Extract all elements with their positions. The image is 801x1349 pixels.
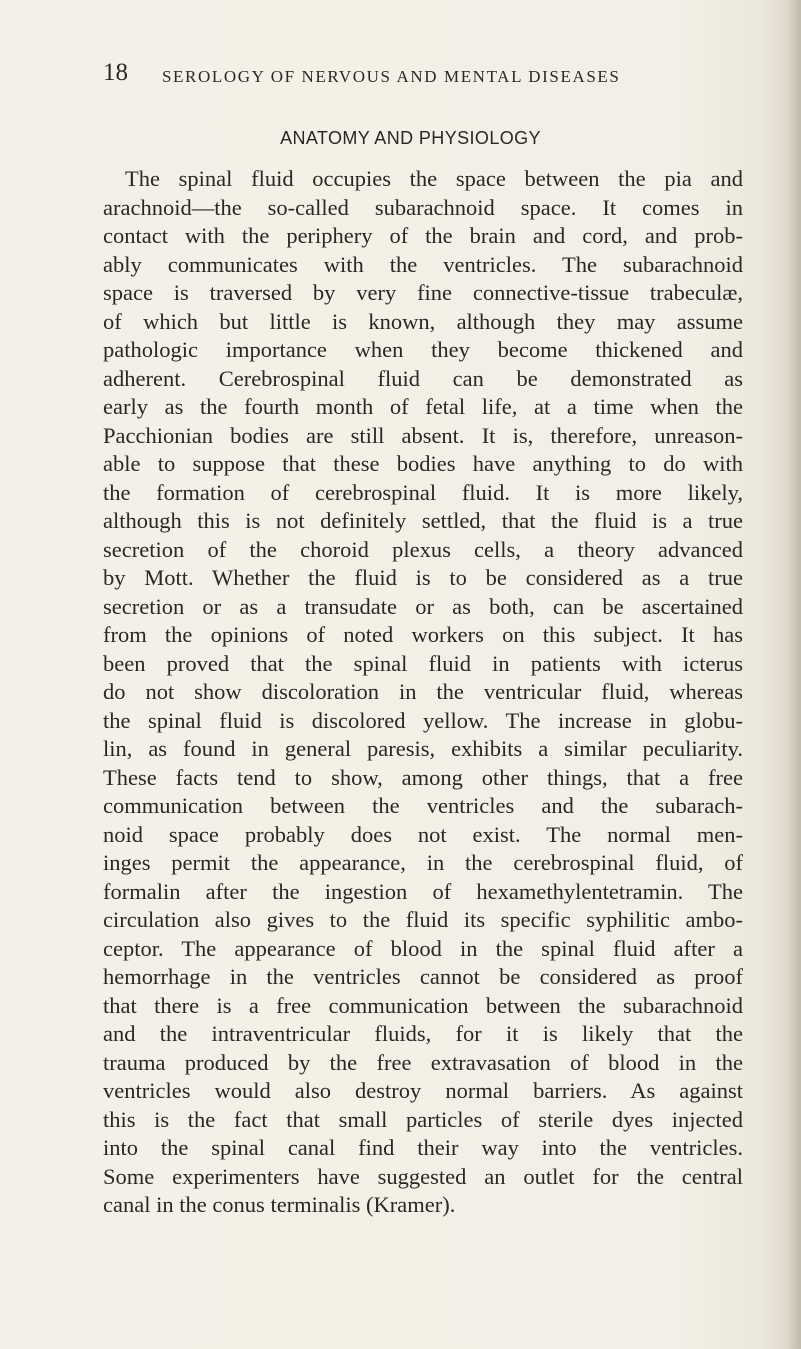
text-line: ventricles would also destroy normal barriers. As against	[103, 1078, 743, 1103]
text-line: adherent. Cerebrospinal fluid can be demonstrated as	[103, 365, 743, 391]
text-line: into the spinal canal find their way into the ventricles.	[103, 1135, 743, 1160]
text-line: hemorrhage in the ventricles cannot be considered as proof	[103, 964, 743, 989]
text-line: trauma produced by the free extravasation of blood in the	[103, 1049, 743, 1075]
text-line: although this is not definitely settled, that the fluid is a true	[103, 508, 743, 533]
text-line: arachnoid—the so-called subarachnoid space. It comes in	[103, 194, 743, 220]
text-line: communication between the ventricles and the subarach-	[103, 793, 743, 818]
text-line: space is traversed by very fine connective-tissue trabeculæ,	[103, 280, 743, 305]
text-line: of which but little is known, although they may assume	[103, 308, 743, 334]
text-line: inges permit the appearance, in the cerebrospinal fluid, of	[103, 850, 743, 875]
text-line: ably communicates with the ventricles. The subarachnoid	[103, 251, 743, 277]
text-line: the spinal fluid is discolored yellow. The increase in globu-	[103, 707, 743, 733]
text-line: The spinal fluid occupies the space between the pia and	[125, 166, 743, 191]
text-line: canal in the conus terminalis (Kramer).	[103, 1192, 456, 1217]
page-number: 18	[103, 59, 128, 86]
running-head: SEROLOGY OF NERVOUS AND MENTAL DISEASES	[162, 67, 621, 86]
body-paragraph	[103, 165, 743, 1220]
text-line: able to suppose that these bodies have anything to do with	[103, 451, 743, 476]
text-line: been proved that the spinal fluid in patients with icterus	[103, 650, 743, 676]
text-line: pathologic importance when they become thickened and	[103, 337, 743, 362]
text-line: and the intraventricular fluids, for it is likely that the	[103, 1021, 743, 1046]
text-line: by Mott. Whether the fluid is to be considered as a true	[103, 565, 743, 590]
text-line: formalin after the ingestion of hexamethylentetramin. The	[103, 878, 743, 904]
text-line: do not show discoloration in the ventricular fluid, whereas	[103, 679, 743, 704]
text-line: from the opinions of noted workers on this subject. It has	[103, 622, 743, 647]
text-line: Some experimenters have suggested an outlet for the central	[103, 1163, 743, 1189]
text-line: ceptor. The appearance of blood in the spinal fluid after a	[103, 935, 743, 961]
text-line: circulation also gives to the fluid its specific syphilitic ambo-	[103, 907, 743, 932]
page-edge-shadow	[787, 0, 801, 1349]
text-line: the formation of cerebrospinal fluid. It is more likely,	[103, 479, 743, 505]
text-line: that there is a free communication between the subarachnoid	[103, 992, 743, 1018]
text-line: secretion or as a transudate or as both, can be ascertained	[103, 593, 743, 619]
page-header	[103, 58, 743, 92]
text-line: this is the fact that small particles of sterile dyes injected	[103, 1106, 743, 1132]
text-line: Pacchionian bodies are still absent. It is, therefore, unreason-	[103, 422, 743, 448]
section-title: ANATOMY AND PHYSIOLOGY	[280, 128, 541, 148]
text-line: early as the fourth month of fetal life, at a time when the	[103, 394, 743, 419]
text-line: lin, as found in general paresis, exhibits a similar peculiarity.	[103, 736, 743, 761]
text-line: noid space probably does not exist. The normal men-	[103, 821, 743, 847]
text-line: secretion of the choroid plexus cells, a theory advanced	[103, 536, 743, 562]
text-line: These facts tend to show, among other things, that a free	[103, 764, 743, 790]
text-line: contact with the periphery of the brain and cord, and prob-	[103, 223, 743, 248]
